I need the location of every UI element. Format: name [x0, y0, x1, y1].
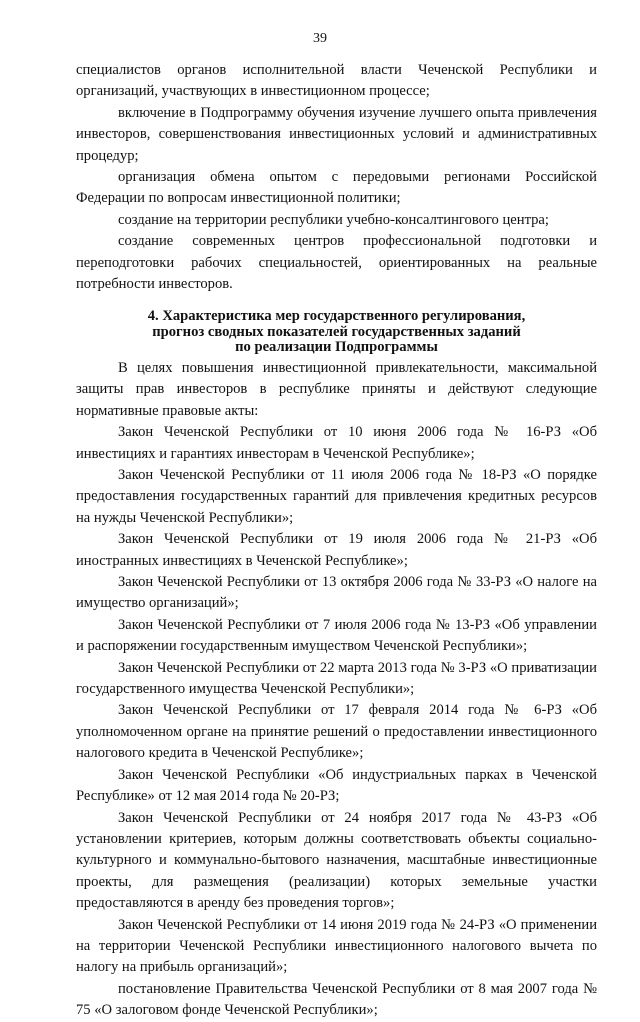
law-item: Закон Чеченской Республики от 7 июля 2006 года № 13-РЗ «Об управлении и распоряжении государственным имуществом Чеченской Республики»;	[76, 616, 597, 655]
law-item: Закон Чеченской Республики от 13 октября 2006 года № 33-РЗ «О налоге на имущество организаций»;	[76, 574, 597, 612]
paragraph: специалистов органов исполнительной власти Чеченской Республики и организаций, участвующих в инвестиционном процессе;	[76, 62, 597, 100]
document-body	[76, 60, 597, 1022]
section-heading-line: по реализации Подпрограммы	[235, 339, 438, 356]
law-item: Закон Чеченской Республики «Об индустриальных парках в Чеченской Республике» от 12 мая 2014 года № 20-РЗ;	[76, 766, 597, 805]
paragraph: создание современных центров профессиональной подготовки и переподготовки рабочих специальностей, ориентированных на реальные потребности инвесторов.	[76, 233, 597, 293]
section-heading	[76, 309, 597, 356]
paragraph: создание на территории республики учебно-консалтингового центра;	[118, 211, 549, 228]
section-heading-line: 4. Характеристика мер государственного регулирования,	[147, 308, 526, 325]
law-item: Закон Чеченской Республики от 19 июля 2006 года № 21-РЗ «Об иностранных инвестициях в Чеченской Республике»;	[76, 531, 597, 569]
paragraph: В целях повышения инвестиционной привлекательности, максимальной защиты прав инвесторов в республике приняты и действуют следующие нормативные правовые акты:	[76, 359, 597, 419]
paragraph: организация обмена опытом с передовыми регионами Российской Федерации по вопросам инвестиционной политики;	[76, 169, 597, 207]
paragraph: включение в Подпрограмму обучения изучение лучшего опыта привлечения инвесторов, совершенствования инвестиционных условий и административных процедур;	[76, 104, 597, 164]
law-item: Закон Чеченской Республики от 17 февраля 2014 года № 6-РЗ «Об уполномоченном органе на принятие решений о предоставлении инвестиционного налогового кредита в Чеченской Республике»;	[76, 702, 597, 762]
section-heading-line: прогноз сводных показателей государственных заданий	[152, 323, 521, 340]
page-number: 39	[313, 31, 327, 46]
law-item: постановление Правительства Чеченской Республики от 8 мая 2007 года № 75 «О залоговом фонде Чеченской Республики»;	[76, 980, 597, 1019]
law-item: Закон Чеченской Республики от 24 ноября 2017 года № 43-РЗ «Об установлении критериев, которым должны соответствовать объекты социально-культурного и коммунально-бытового назначения, масштабные инвестиционные проекты, для размещения (реализации) которых земельные участки предоставляются в аренду без проведения торгов»;	[76, 809, 597, 912]
law-item: Закон Чеченской Республики от 14 июня 2019 года № 24-РЗ «О применении на территории Чеченской Республики инвестиционного налогового вычета по налогу на прибыль организаций»;	[76, 916, 597, 976]
law-item: Закон Чеченской Республики от 10 июня 2006 года № 16-РЗ «Об инвестициях и гарантиях инвесторам в Чеченской Республике»;	[76, 424, 597, 462]
law-item: Закон Чеченской Республики от 22 марта 2013 года № 3-РЗ «О приватизации государственного имущества Чеченской Республики»;	[76, 659, 597, 698]
law-item: Закон Чеченской Республики от 11 июля 2006 года № 18-РЗ «О порядке предоставления государственных гарантий для привлечения кредитных ресурсов на нужды Чеченской Республики»;	[76, 467, 597, 526]
